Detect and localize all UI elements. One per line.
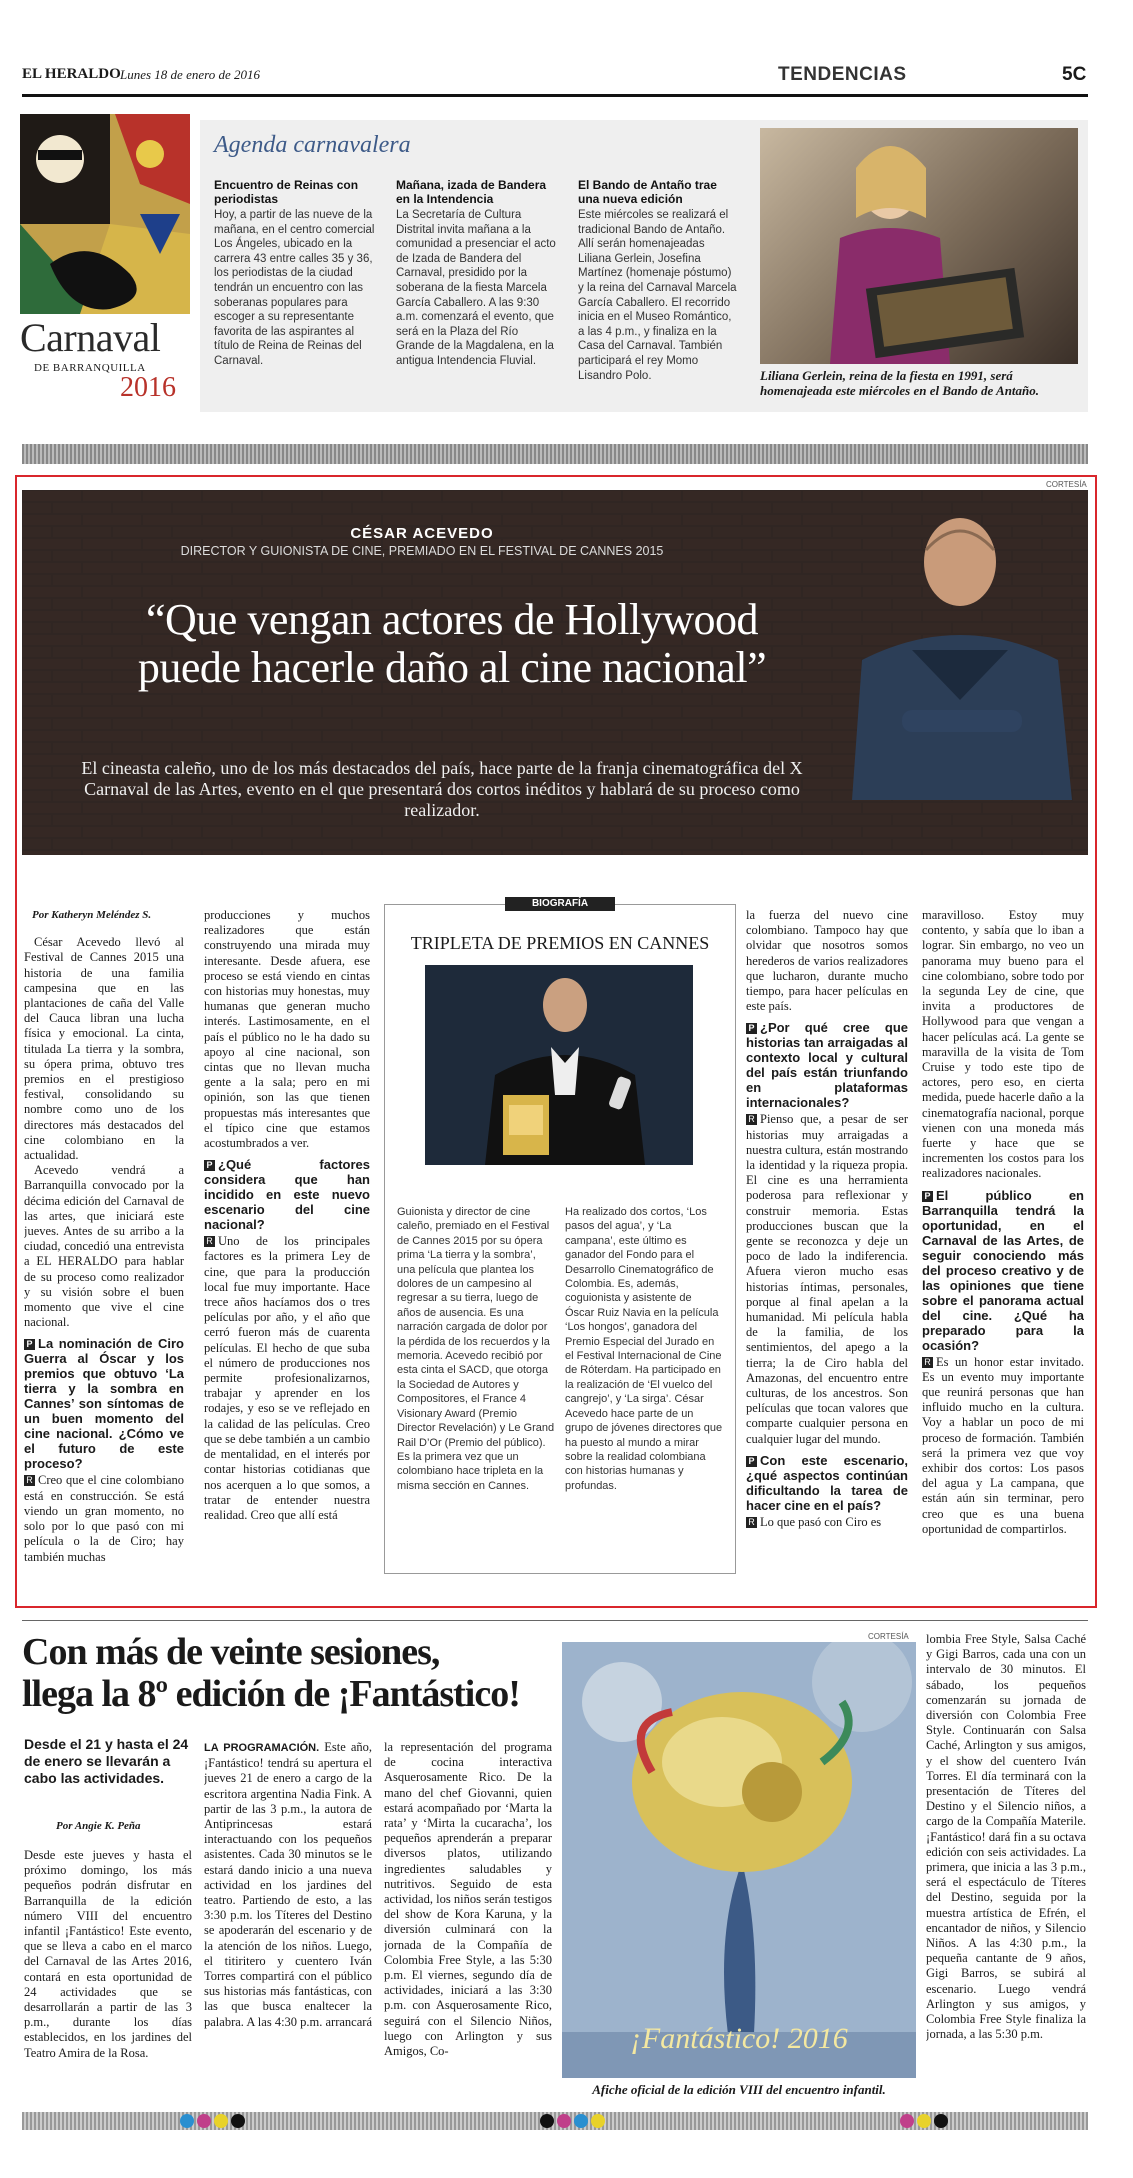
paragraph [204, 1740, 372, 2030]
agenda-item [396, 178, 558, 408]
fantastico-column-1 [24, 1848, 192, 2108]
yellow-dot-icon [917, 2114, 931, 2128]
interview-answer [922, 1355, 1084, 1537]
carnaval-subtitle: DE BARRANQUILLA [34, 362, 146, 374]
agenda-item-title: Encuentro de Reinas con periodistas [214, 178, 359, 206]
question-marker-icon: P [746, 1456, 757, 1467]
interview-answer [746, 1515, 908, 1530]
article-column-1 [24, 908, 184, 1588]
question-marker-icon: P [746, 1023, 757, 1034]
biography-title: TRIPLETA DE PREMIOS EN CANNES [410, 933, 710, 953]
fantastico-summary: Desde el 21 y hasta el 24 de enero se llevarán a cabo las actividades. [24, 1736, 189, 1786]
section-divider [22, 444, 1088, 464]
registration-dots [540, 2114, 608, 2133]
interview-question [204, 1157, 370, 1232]
paragraph: la representación del programa de cocina interactiva Asquerosamente Rico. De la mano del chef Giovanni, quien estará acompañado por ‘Marta la rata’ y ‘Mirta la cucaracha’, los pequeños aprenderán a preparar diversos platos, utilizando ingredientes saludables y nutritivos. Seguido de esta actividad, los niños serán testigos del show de Kora Karuna, y la diversión culminará con la jornada de la Compañía de Colombia Free Style, a las 5:30 p.m. El viernes, segundo día de actividades, iniciará a las 3:30 p.m. con Asquerosamente Rico, seguirá con el Silencio Niños, luego con Arlington y sus Amigos, Co- [384, 1740, 552, 2059]
paragraph: lombia Free Style, Salsa Caché y Gigi Barros, cada una con un intervalo de 30 minutos. El sábado, los pequeños comenzarán su jornada de diversión con Colombia Free Style. Continuarán con Salsa Caché, Arlington y sus amigos, y el show del cuentero Iván Torres. El día terminará con la presentación de Títeres del Destino y el Silencio niños, a cargo de la Compañía Materile. ¡Fantástico! dará fin a su octava edición con seis actividades. La primera, que inicia a las 3 p.m., será el espectáculo de Títeres del Destino, seguida por la muestra artística de Efrén, el encantador de niños, y Silencio Niños. A las 4:30 p.m., la pequeña cantante de 9 años, Gigi Barros, se subirá al escenario. Luego vendrá Arlington y sus amigos, y Colombia Free Style finaliza la jornada, a las 5:30 p.m. [926, 1632, 1086, 2042]
agenda-item [214, 178, 376, 408]
cyan-dot-icon [574, 2114, 588, 2128]
biography-col-b: Ha realizado dos cortos, ‘Los pasos del agua’, y ‘La campana’, este último es ganador del Fondo para el Desarrollo Cinematográfico de Colombia. Es, además, coguionista y asistente de Óscar Ruiz Navia en la película ‘Los hongos’, ganadora del Premio Especial del Jurado en el Festival Internacional de Cine de Róterdam. Ha participado en la realización de ‘El vuelco del cangrejo’, y ‘La sirga’. César Acevedo hace parte de un grupo de jóvenes directores que ha puesto al mundo a mirar sobre la realidad colombiana con historias humanas y profundas. [565, 1206, 723, 1492]
article-column-2 [204, 908, 370, 1588]
section-lead: LA PROGRAMACIÓN. [204, 1742, 320, 1754]
question-marker-icon: P [24, 1339, 35, 1350]
biography-photo [425, 965, 693, 1165]
fantastico-column-4 [926, 1632, 1086, 2106]
subject-name: CÉSAR ACEVEDO [350, 525, 494, 542]
poster-credit: CORTESÍA [868, 1632, 909, 1641]
agenda-photo [760, 128, 1078, 364]
portrait-man-icon [842, 500, 1082, 800]
carnaval-year: 2016 [120, 372, 176, 403]
answer-text: Uno de los principales factores es la primera Ley de cine, que para la producción local fue muy importante. Hace trece años hacíamos dos o tres películas por año, y el año que cerró fueron más de cuarenta películas. El hecho de que suba el número de producciones nos permite profesionalizarnos, trabajar y aprender en los rodajes, y eso se ve reflejado en la calidad de las películas. Creo que se debe también a un cambio de mentalidad, en el interés por contar historias cotidianas que nos acerquen a lo que somos, a tratar de entender nuestra realidad. Creo que allí está [204, 1234, 370, 1522]
magenta-dot-icon [197, 2114, 211, 2128]
biography-col-a: Guionista y director de cine caleño, premiado en el Festival de Cannes 2015 por su ópera prima ‘La tierra y la sombra’, una película que plantea los dolores de un campesino al regresar a su tierra, luego de años de ausencia. Es una narración cargada de dolor por la pérdida de los recuerdos y la memoria. Acevedo recibió por esta cinta el SACD, que otorga la Sociedad de Autores y Compositores, el France 4 Visionary Award (Premio Director Revelación) y Le Grand Rail D’Or (Premio del público). Es la primera vez que un colombiano hace tripleta en la misma sección en Cannes. [397, 1206, 555, 1492]
paragraph: Acevedo vendrá a Barranquilla convocado por la décima edición del Carnaval de las artes, que iniciará este jueves. Antes de su arribo a la ciudad, concedió una entrevista a EL HERALDO para hablar de su proceso como realizador y su visión sobre el buen momento que vive el cine nacional. [24, 1163, 184, 1330]
agenda-heading: Agenda carnavalera [214, 132, 411, 158]
banner-credit: CORTESÍA [1046, 480, 1087, 489]
paragraph: Desde este jueves y hasta el próximo domingo, los más pequeños podrán disfrutar en Barranquilla de la edición número VIII del encuentro infantil ¡Fantástico! Este evento, que se lleva a cabo en el marco del Carnaval de las Artes 2016, contará en esta oportunidad de 24 actividades que se desarrollarán a partir de las 3 p.m., durante los días establecidos, en los jardines del Teatro Amira de la Rosa. [24, 1848, 192, 2060]
article-column-4 [746, 908, 908, 1588]
agenda-item-body: La Secretaría de Cultura Distrital invita mañana a la comunidad a presenciar el acto de Izada de Bandera del Carnaval, presidido por la soberana de la fiesta Marcela García Caballero. A las 9:30 a.m. comenzará el evento, que será en la Plaza del Río Grande de la Magdalena, en la antigua Intendencia Fluvial. [396, 209, 556, 367]
question-marker-icon: P [204, 1160, 215, 1171]
headline-deck: El cineasta caleño, uno de los más destacados del país, hace parte de la franja cinematográfica del X Carnaval de las Artes, evento en el que presentará dos cortos inéditos y hablará de su proceso como realizador. [81, 758, 803, 820]
page-number: 5C [1062, 64, 1087, 85]
fantastico-headline-2: llega la 8º edición de ¡Fantástico! [22, 1673, 520, 1715]
masthead [22, 64, 1088, 94]
paper-name: EL HERALDO [22, 66, 121, 82]
section-name: TENDENCIAS [778, 64, 907, 85]
agenda-photo-caption: Liliana Gerlein, reina de la fiesta en 1991, será homenajeada este miércoles en el Bando de Antaño. [760, 368, 1040, 398]
portrait-woman-icon [760, 128, 1078, 364]
interview-question [746, 1453, 908, 1513]
agenda-item-title: El Bando de Antaño trae una nueva edición [578, 178, 717, 206]
interview-answer [204, 1234, 370, 1523]
question-marker-icon: P [922, 1191, 933, 1202]
paragraph: maravilloso. Estoy muy contento, y sabía que lo iban a lograr. Sin embargo, no veo un panorama muy bueno para el cine colombiano, sobre todo por la segunda Ley de cine, que invita a productores de Hollywood para que vengan a hacer películas acá. La gente se maravilla de la visita de Tom Cruise y todo este tipo de actores, pero eso, en cierta medida, puede hacerle daño a la cinematografía nacional, porque vienen con una moneda más fuerte y hace que se incrementen los costos para los realizadores nacionales. [922, 908, 1084, 1181]
answer-text: Creo que el cine colombiano está en construcción. Se está viendo un gran momento, no solo por lo que pasó con mi película o la de Ciro; hay también muchas [24, 1473, 184, 1564]
fantastico-byline: Por Angie K. Peña [56, 1820, 141, 1832]
agenda-item-body: Hoy, a partir de las nueve de la mañana, en el centro comercial Los Ángeles, ubicado en la carrera 43 entre calles 35 y 36, los periodistas de la ciudad tendrán un encuentro con las soberanas populares para escoger a su representante favorita de las aspirantes al título de Reina de Reinas del Carnaval. [214, 209, 375, 367]
section-rule [22, 1620, 1088, 1621]
poster-title: ¡Fantástico! 2016 [630, 2022, 848, 2055]
carnaval-title: Carnaval [20, 315, 161, 360]
interview-question [746, 1020, 908, 1110]
magenta-dot-icon [900, 2114, 914, 2128]
paragraph: producciones y muchos realizadores que están construyendo una mirada muy interesante. Desde afuera, ese proceso se está viendo en cintas con historias muy honestas, muy humanas que generan mucho interés. Lastimosamente, en el país el público no le ha dado su apoyo al cine nacional, son cintas que no llevan mucha gente a la sala; pero en mi opinión, son las que tienen propuestas más interesantes que el típico cine que estamos acostumbrados a ver. [204, 908, 370, 1151]
answer-text: Pienso que, a pesar de ser historias muy arraigadas a nuestra cultura, están mostrando la identidad y la riqueza propia. El cine es una herramienta poderosa para reflexionar y construir memoria. Estas producciones buscan que la gente se reconozca y deje un poco de lado la indiferencia. Afuera vieron mucho esas historias íntimas, personales, porque al final apelan a la humanidad. Mi película habla de la familia, de los sentimientos, del apego a la tierra; la de Ciro habla del Amazonas, del encuentro entre culturas, de los ancestros. Son películas que tocan valores que comparte cualquier persona en cualquier lugar del mundo. [746, 1112, 908, 1446]
answer-marker-icon: R [746, 1517, 757, 1528]
award-photo-icon [425, 965, 693, 1165]
subject-role: DIRECTOR Y GUIONISTA DE CINE, PREMIADO EN EL FESTIVAL DE CANNES 2015 [180, 544, 664, 558]
poster-art-icon [562, 1642, 916, 2078]
paragraph: la fuerza del nuevo cine colombiano. Tampoco hay que olvidar que nosotros somos herederos de varios realizadores que lucharon, durante mucho tiempo, para hacer películas en este país. [746, 908, 908, 1014]
feature-banner [22, 490, 1088, 855]
answer-marker-icon: R [204, 1236, 215, 1247]
biography-tag: BIOGRAFÍA [505, 897, 615, 911]
biography-box [384, 898, 736, 1574]
yellow-dot-icon [591, 2114, 605, 2128]
registration-dots [900, 2114, 951, 2133]
answer-marker-icon: R [922, 1357, 933, 1368]
black-dot-icon [934, 2114, 948, 2128]
interview-question [24, 1336, 184, 1471]
answer-marker-icon: R [24, 1475, 35, 1486]
question-text: El público en Barranquilla tendrá la oportunidad, en el Carnaval de las Artes, de seguir conociendo más del proceso creativo y de las opiniones que tiene sobre el panorama actual del cine. ¿Qué ha preparado para la ocasión? [922, 1187, 1084, 1353]
cyan-dot-icon [180, 2114, 194, 2128]
interview-answer [24, 1473, 184, 1564]
carnaval-logo [20, 114, 190, 414]
question-text: ¿Por qué cree que historias tan arraigadas al contexto local y cultural del país están triunfando en plataformas internacionales? [746, 1020, 908, 1111]
interview-question [922, 1188, 1084, 1353]
issue-date: Lunes 18 de enero de 2016 [120, 67, 260, 82]
answer-text: Es un honor estar invitado. Es un evento muy importante que reunirá personas que han influido mucho en la cultura. Voy a hablar un poco de mi proceso de formación. También será la primera vez que voy exhibir dos cortos: Los pasos del agua y La campana, que están aún sin terminar, pero creo que es una buena oportunidad de compartirlos. [922, 1354, 1084, 1536]
paragraph-text: Este año, ¡Fantástico! tendrá su apertura el jueves 21 de enero a cargo de la escritora argentina Nadia Fink. A partir de las 3 p.m., la autora de Antiprincesas estará interactuando con los pequeños asistentes. Cada 30 minutos se le estará dando inicio a una nueva actividad en los jardines del teatro. Partiendo de esto, a las 3:30 p.m. los Títeres del Destino se apoderarán del escenario y de la atención de los niños. Luego, el titiritero y cuentero Iván Torres compartirá con el público sus historias más fantásticas, con las que busca enaltecer la palabra. A las 4:30 p.m. arrancará [204, 1740, 372, 2029]
yellow-dot-icon [214, 2114, 228, 2128]
headline-line-2: puede hacerle daño al cine nacional” [137, 643, 767, 692]
answer-marker-icon: R [746, 1114, 757, 1125]
fantastico-column-3 [384, 1740, 552, 2102]
registration-dots [180, 2114, 248, 2133]
byline: Por Katheryn Meléndez S. [32, 909, 152, 921]
fantastico-headline-1: Con más de veinte sesiones, [22, 1631, 440, 1673]
masthead-rule [22, 94, 1088, 97]
paragraph: César Acevedo llevó al Festival de Cannes 2015 una historia de una familia campesina que en las plantaciones de caña del Valle del Cauca libran una lucha física y emocional. La cinta, titulada La tierra y la sombra, su ópera prima, obtuvo tres premios en el prestigioso festival, consolidando su nombre como uno de los directores más destacados del cine colombiano en la actualidad. [24, 935, 184, 1163]
agenda-item-title: Mañana, izada de Bandera en la Intendencia [396, 178, 547, 206]
answer-text: Lo que pasó con Ciro es [760, 1514, 882, 1529]
black-dot-icon [540, 2114, 554, 2128]
magenta-dot-icon [557, 2114, 571, 2128]
interview-answer [746, 1112, 908, 1446]
fantastico-poster [562, 1642, 916, 2078]
article-column-5 [922, 908, 1084, 1588]
question-text: Con este escenario, ¿qué aspectos continúan dificultando la tarea de hacer cine en el país? [746, 1452, 908, 1513]
agenda-item-body: Este miércoles se realizará el tradicional Bando de Antaño. Allí serán homenajeadas Liliana Gerlein, Josefina Martínez (homenaje póstumo) y la reina del Carnaval Marcela García Caballero. El recorrido inicia en el Museo Romántico, a las 4 p.m., y finaliza en la Casa del Carnaval. También participará el rey Momo Lisandro Polo. [578, 209, 737, 382]
headline-line-1: “Que vengan actores de Hollywood [145, 595, 758, 644]
question-text: ¿Qué factores considera que han incidido en este nuevo escenario del cine nacional? [204, 1157, 370, 1233]
poster-caption: Afiche oficial de la edición VIII del encuentro infantil. [592, 2082, 886, 2097]
carnaval-art-icon [20, 114, 190, 314]
black-dot-icon [231, 2114, 245, 2128]
fantastico-column-2 [204, 1740, 372, 2102]
question-text: La nominación de Ciro Guerra al Óscar y los premios que obtuvo ‘La tierra y la sombra en Cannes’ son síntomas de un buen momento del cine nacional. ¿Cómo ve el futuro de este proceso? [24, 1336, 184, 1472]
agenda-item [578, 178, 740, 408]
